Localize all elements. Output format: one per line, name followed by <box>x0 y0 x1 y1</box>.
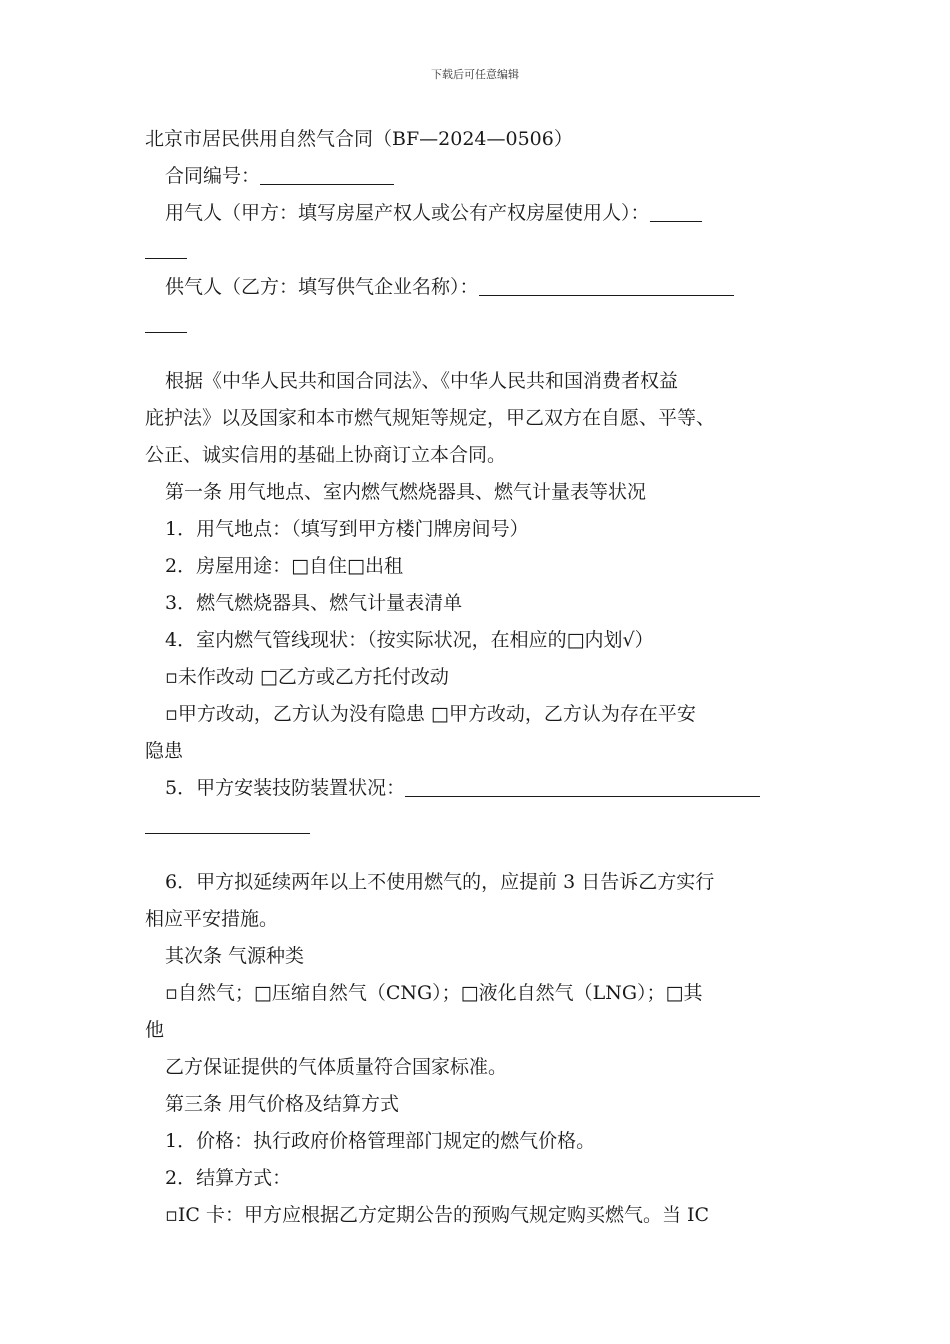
gas-type-options-cont: 他 <box>145 1019 165 1041</box>
party-b-label: 供气人（乙方：填写供气企业名称）： <box>165 276 479 298</box>
party-a-blank-cont[interactable] <box>145 236 187 259</box>
article1-item1: 1．用气地点：（填写到甲方楼门牌房间号） <box>165 518 529 540</box>
article3-heading: 第三条 用气价格及结算方式 <box>165 1093 400 1115</box>
article1-item2: 2．房屋用途：□自住□出租 <box>165 555 403 577</box>
article3-item1: 1．价格：执行政府价格管理部门规定的燃气价格。 <box>165 1130 596 1152</box>
party-a-continuation <box>145 232 810 269</box>
article1-heading: 第一条 用气地点、室内燃气燃烧器具、燃气计量表等状况 <box>165 481 647 503</box>
article1-item4-option1: ▫未作改动 □乙方或乙方托付改动 <box>165 666 449 688</box>
tech-device-blank-cont[interactable] <box>145 811 310 834</box>
contract-title: 北京市居民供用自然气合同（BF—2024—0506） <box>145 128 573 150</box>
article1-item6-cont: 相应平安措施。 <box>145 908 279 930</box>
preamble-line: 公正、诚实信用的基础上协商订立本合同。 <box>145 444 507 466</box>
contract-number-line <box>145 158 810 195</box>
party-b-continuation <box>145 306 810 343</box>
party-a-line <box>145 195 810 232</box>
article1-item4-option2-cont: 隐患 <box>145 740 184 762</box>
article1-item4: 4．室内燃气管线现状：（按实际状况，在相应的□内划√） <box>165 629 654 651</box>
preamble-line: 庇护法》以及国家和本市燃气规矩等规定，甲乙双方在自愿、平等、 <box>145 407 716 429</box>
party-a-blank[interactable] <box>650 199 702 222</box>
article1-item5-continuation <box>145 807 810 844</box>
party-b-blank[interactable] <box>479 273 734 296</box>
preamble-line: 根据《中华人民共和国合同法》、《中华人民共和国消费者权益 <box>165 370 679 392</box>
article2-heading: 其次条 气源种类 <box>165 945 305 967</box>
article1-item5-label: 5．甲方安装技防装置状况： <box>165 777 406 799</box>
article1-item4-option2: ▫甲方改动，乙方认为没有隐患 □甲方改动，乙方认为存在平安 <box>165 703 696 725</box>
page-header: 下载后可任意编辑 <box>431 68 519 81</box>
article3-ic-card: ▫IC 卡：甲方应根据乙方定期公告的预购气规定购买燃气。当 IC <box>165 1204 710 1226</box>
party-b-line <box>145 269 810 306</box>
party-b-blank-cont[interactable] <box>145 310 187 333</box>
tech-device-blank[interactable] <box>405 774 760 797</box>
contract-body <box>145 121 810 1234</box>
contract-number-label: 合同编号： <box>165 165 261 187</box>
article3-item2: 2．结算方式： <box>165 1167 292 1189</box>
article1-item3: 3．燃气燃烧器具、燃气计量表清单 <box>165 592 463 614</box>
gas-quality-statement: 乙方保证提供的气体质量符合国家标准。 <box>165 1056 508 1078</box>
article1-item5 <box>145 770 810 807</box>
article1-item6: 6．甲方拟延续两年以上不使用燃气的，应提前 3 日告诉乙方实行 <box>165 871 715 893</box>
gas-type-options: ▫自然气；□压缩自然气（CNG）；□液化自然气（LNG）；□其 <box>165 982 703 1004</box>
contract-number-blank[interactable] <box>260 162 394 185</box>
party-a-label: 用气人（甲方：填写房屋产权人或公有产权房屋使用人）： <box>165 202 650 224</box>
